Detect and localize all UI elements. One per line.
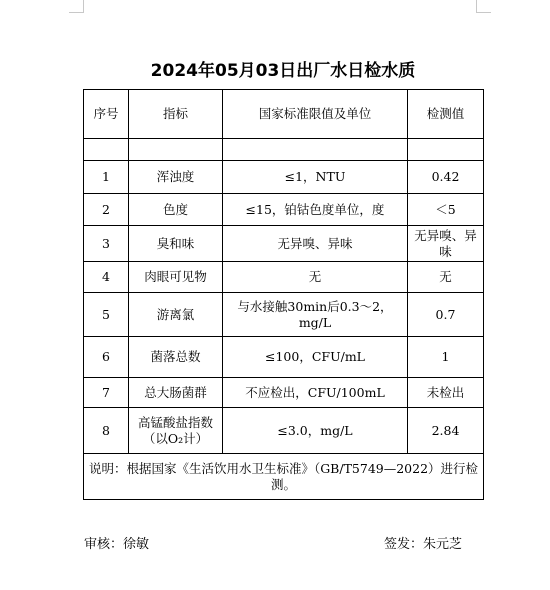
table-cell: 4 [84, 262, 129, 293]
table-cell: 浑浊度 [129, 161, 223, 194]
table-cell: 6 [84, 337, 129, 378]
table-spacer-row [84, 139, 484, 161]
table-cell: 7 [84, 378, 129, 408]
table-cell: 臭和味 [129, 226, 223, 262]
header-cell: 指标 [129, 90, 223, 139]
header-cell: 序号 [84, 90, 129, 139]
water-quality-table [83, 89, 484, 500]
page-corner-mark [69, 12, 84, 13]
table-row [84, 378, 484, 408]
table-cell: ≤1，NTU [223, 161, 408, 194]
table-row [84, 337, 484, 378]
table-cell: 1 [84, 161, 129, 194]
table-cell: ＜5 [408, 194, 484, 226]
header-cell: 国家标准限值及单位 [223, 90, 408, 139]
table-cell: 菌落总数 [129, 337, 223, 378]
table-cell: 不应检出，CFU/100mL [223, 378, 408, 408]
table-cell: 未检出 [408, 378, 484, 408]
table-cell: 无 [408, 262, 484, 293]
table-cell: 肉眼可见物 [129, 262, 223, 293]
table-cell: ≤15，铂钴色度单位，度 [223, 194, 408, 226]
table-row [84, 161, 484, 194]
document-title: 2024年05月03日出厂水日检水质 [150, 61, 416, 81]
table-cell: ≤100，CFU/mL [223, 337, 408, 378]
table-cell: 无异嗅、异味 [223, 226, 408, 262]
table-cell: 无 [223, 262, 408, 293]
table-row [84, 226, 484, 262]
table-cell: 2.84 [408, 408, 484, 454]
table-cell: 0.42 [408, 161, 484, 194]
table-note: 说明：根据国家《生活饮用水卫生标准》（GB/T5749—2022）进行检测。 [84, 454, 484, 500]
table-cell: 0.7 [408, 293, 484, 337]
table-cell: 5 [84, 293, 129, 337]
table-header-row [84, 90, 484, 139]
table-cell: 高锰酸盐指数（以O₂计） [129, 408, 223, 454]
table-cell: 2 [84, 194, 129, 226]
table-cell: 无异嗅、异味 [408, 226, 484, 262]
reviewer-signature: 审核：徐敏 [84, 537, 150, 552]
page-corner-mark [476, 12, 491, 13]
table-row [84, 262, 484, 293]
page-corner-mark [83, 0, 84, 13]
issuer-signature: 签发：朱元芝 [384, 537, 463, 552]
table-cell: 1 [408, 337, 484, 378]
table-row [84, 408, 484, 454]
table-cell: 游离氯 [129, 293, 223, 337]
table-cell: 8 [84, 408, 129, 454]
table-cell: 与水接触30min后0.3～2，mg/L [223, 293, 408, 337]
table-cell: 总大肠菌群 [129, 378, 223, 408]
table-row [84, 293, 484, 337]
table-cell: 3 [84, 226, 129, 262]
page-corner-mark [476, 0, 477, 13]
table-row [84, 194, 484, 226]
table-note-row [84, 454, 484, 500]
table-cell: 色度 [129, 194, 223, 226]
table-cell: ≤3.0，mg/L [223, 408, 408, 454]
header-cell: 检测值 [408, 90, 484, 139]
